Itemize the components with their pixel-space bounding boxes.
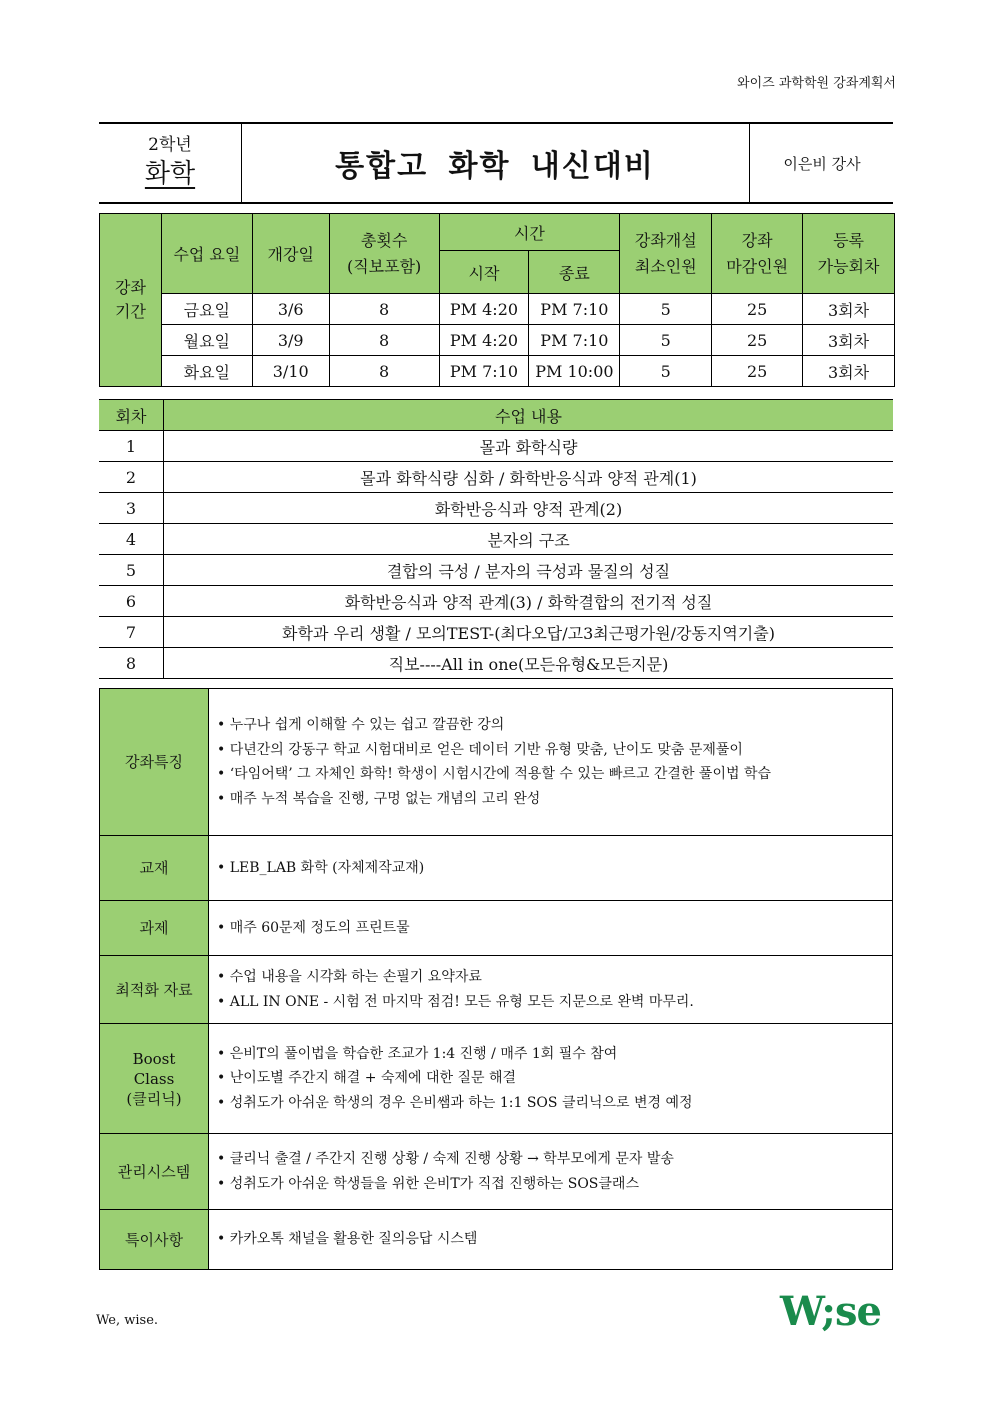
detail-item: • 난이도별 주간지 해결 + 숙제에 대한 질문 해결 — [217, 1066, 882, 1091]
header-start-date: 개강일 — [252, 214, 329, 294]
session-number: 7 — [99, 617, 164, 648]
detail-item: • 매주 60문제 정도의 프린트물 — [217, 916, 882, 941]
detail-item: • 다년간의 강동구 학교 시험대비로 얻은 데이터 기반 유형 맞춤, 난이도 맞춤 문제풀이 — [217, 738, 882, 763]
detail-row-textbook — [100, 836, 893, 901]
cell-start-date: 3/6 — [252, 294, 329, 325]
detail-label: 과제 — [100, 901, 209, 956]
header-max-enroll: 강좌 마감인원 — [712, 214, 803, 294]
cell-min: 5 — [620, 294, 712, 325]
detail-label: 특이사항 — [100, 1210, 209, 1270]
header-time-end: 종료 — [529, 251, 620, 294]
detail-body — [209, 1134, 893, 1210]
cell-register: 3회차 — [803, 294, 895, 325]
schedule-table — [99, 213, 895, 387]
curriculum-row — [99, 617, 893, 648]
cell-end: PM 10:00 — [529, 356, 620, 387]
detail-item: • 카카오톡 채널을 활용한 질의응답 시스템 — [217, 1227, 882, 1252]
curriculum-row — [99, 555, 893, 586]
cell-start-date: 3/10 — [252, 356, 329, 387]
curriculum-row — [99, 648, 893, 679]
cell-total: 8 — [329, 356, 439, 387]
teacher-cell — [751, 124, 893, 202]
detail-item: • ‘타임어택’ 그 자체인 화학! 학생이 시험시간에 적용할 수 있는 빠르고 간결한 풀이법 학습 — [217, 762, 882, 787]
curriculum-row — [99, 586, 893, 617]
header-total-sessions: 총횟수 (직보포함) — [329, 214, 439, 294]
detail-row-notes — [100, 1210, 893, 1270]
schedule-section-label: 강좌 기간 — [100, 214, 162, 387]
cell-start: PM 4:20 — [439, 294, 529, 325]
cell-register: 3회차 — [803, 325, 895, 356]
title-block — [99, 122, 893, 204]
course-title: 통합고 화학 내신대비 — [335, 149, 655, 184]
curriculum-row — [99, 524, 893, 555]
header-day: 수업 요일 — [161, 214, 252, 294]
curriculum-table — [99, 399, 893, 679]
grade-label: 2학년 — [148, 135, 192, 155]
detail-item: • 성취도가 아쉬운 학생들을 위한 은비T가 직접 진행하는 SOS클래스 — [217, 1172, 882, 1197]
detail-label: Boost Class (클리닉) — [100, 1024, 209, 1134]
header-register-by: 등록 가능회차 — [803, 214, 895, 294]
wise-logo: W;se — [780, 1288, 881, 1335]
cell-register: 3회차 — [803, 356, 895, 387]
session-number: 5 — [99, 555, 164, 586]
cell-start: PM 7:10 — [439, 356, 529, 387]
detail-item: • ALL IN ONE - 시험 전 마지막 점검! 모든 유형 모든 지문으로 완벽 마무리. — [217, 990, 882, 1015]
cell-end: PM 7:10 — [529, 294, 620, 325]
detail-body — [209, 689, 893, 836]
detail-row-features — [100, 689, 893, 836]
cell-min: 5 — [620, 356, 712, 387]
header-session: 회차 — [99, 400, 164, 431]
session-number: 8 — [99, 648, 164, 679]
detail-item: • 누구나 쉽게 이해할 수 있는 쉽고 깔끔한 강의 — [217, 713, 882, 738]
teacher-name: 이은비 강사 — [783, 154, 861, 173]
session-number: 2 — [99, 462, 164, 493]
cell-total: 8 — [329, 325, 439, 356]
schedule-row — [100, 325, 895, 356]
curriculum-row — [99, 431, 893, 462]
cell-end: PM 7:10 — [529, 325, 620, 356]
detail-row-materials — [100, 956, 893, 1024]
details-table — [99, 688, 893, 1270]
detail-item: • 성취도가 아쉬운 학생의 경우 은비쌤과 하는 1:1 SOS 클리닉으로 변경 예정 — [217, 1091, 882, 1116]
cell-day: 금요일 — [161, 294, 252, 325]
cell-max: 25 — [712, 294, 803, 325]
session-content: 직보----All in one(모든유형&모든지문) — [164, 648, 894, 679]
detail-item: • 매주 누적 복습을 진행, 구멍 없는 개념의 고리 완성 — [217, 787, 882, 812]
detail-body — [209, 956, 893, 1024]
footer-slogan: We, wise. — [96, 1313, 159, 1328]
header-min-enroll: 강좌개설 최소인원 — [620, 214, 712, 294]
detail-body — [209, 901, 893, 956]
detail-row-boost-class — [100, 1024, 893, 1134]
session-number: 6 — [99, 586, 164, 617]
session-content: 화학과 우리 생활 / 모의TEST-(최다오답/고3최근평가원/강동지역기출) — [164, 617, 894, 648]
detail-label: 최적화 자료 — [100, 956, 209, 1024]
curriculum-row — [99, 493, 893, 524]
detail-body — [209, 836, 893, 901]
session-content: 화학반응식과 양적 관계(2) — [164, 493, 894, 524]
document-header: 와이즈 과학학원 강좌계획서 — [737, 76, 896, 91]
session-number: 4 — [99, 524, 164, 555]
detail-row-homework — [100, 901, 893, 956]
cell-day: 화요일 — [161, 356, 252, 387]
grade-subject-cell — [99, 124, 242, 202]
header-time-start: 시작 — [439, 251, 529, 294]
session-number: 3 — [99, 493, 164, 524]
cell-start: PM 4:20 — [439, 325, 529, 356]
detail-item: • 수업 내용을 시각화 하는 손필기 요약자료 — [217, 965, 882, 990]
course-title-cell — [241, 124, 750, 202]
session-content: 결합의 극성 / 분자의 극성과 물질의 성질 — [164, 555, 894, 586]
detail-item: • 은비T의 풀이법을 학습한 조교가 1:4 진행 / 매주 1회 필수 참여 — [217, 1042, 882, 1067]
curriculum-row — [99, 462, 893, 493]
cell-max: 25 — [712, 356, 803, 387]
subject-label: 화학 — [144, 159, 196, 189]
cell-min: 5 — [620, 325, 712, 356]
detail-body — [209, 1210, 893, 1270]
schedule-row — [100, 356, 895, 387]
detail-row-management — [100, 1134, 893, 1210]
session-content: 몰과 화학식량 심화 / 화학반응식과 양적 관계(1) — [164, 462, 894, 493]
detail-item: • 클리닉 출결 / 주간지 진행 상황 / 숙제 진행 상황 → 학부모에게 문자 발송 — [217, 1147, 882, 1172]
session-number: 1 — [99, 431, 164, 462]
session-content: 몰과 화학식량 — [164, 431, 894, 462]
cell-max: 25 — [712, 325, 803, 356]
detail-label: 관리시스템 — [100, 1134, 209, 1210]
detail-label: 교재 — [100, 836, 209, 901]
detail-body — [209, 1024, 893, 1134]
cell-day: 월요일 — [161, 325, 252, 356]
cell-start-date: 3/9 — [252, 325, 329, 356]
session-content: 화학반응식과 양적 관계(3) / 화학결합의 전기적 성질 — [164, 586, 894, 617]
schedule-row — [100, 294, 895, 325]
session-content: 분자의 구조 — [164, 524, 894, 555]
header-content: 수업 내용 — [164, 400, 894, 431]
detail-label: 강좌특징 — [100, 689, 209, 836]
header-time: 시간 — [439, 214, 620, 251]
cell-total: 8 — [329, 294, 439, 325]
detail-item: • LEB_LAB 화학 (자체제작교재) — [217, 856, 882, 881]
